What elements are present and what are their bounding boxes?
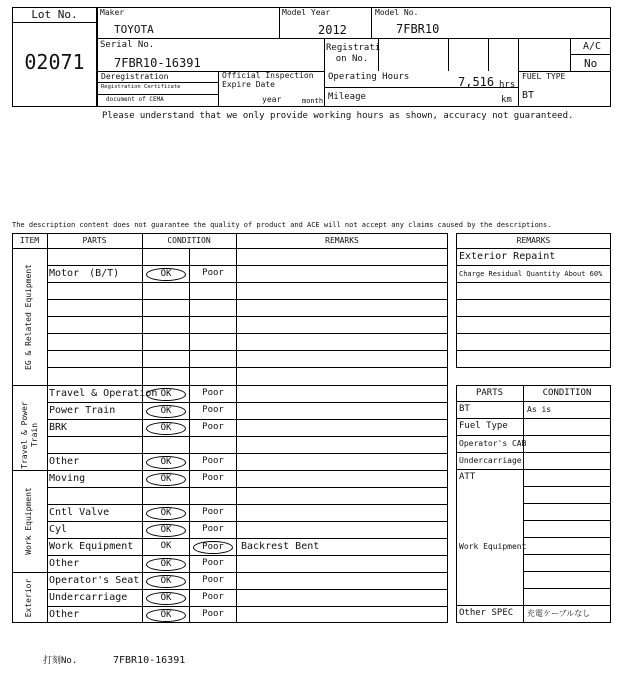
ok-mark-selected: OK	[146, 592, 186, 605]
month-label: month	[302, 97, 324, 105]
poor-mark: Poor	[202, 592, 224, 602]
part-name: Other	[49, 558, 80, 569]
lot-number: 02071	[24, 50, 85, 74]
poor-mark: Poor	[202, 268, 224, 278]
ok-mark-selected: OK	[146, 388, 186, 401]
ok-mark-selected: OK	[146, 422, 186, 435]
hrs-label: hrs	[499, 80, 516, 90]
ok-mark-selected: OK	[146, 473, 186, 486]
model-no-value: 7FBR10	[396, 22, 440, 36]
parts-col-header: PARTS	[475, 388, 504, 398]
part-name: Other	[49, 456, 80, 467]
hours-disclaimer: Please understand that we only provide working hours as shown, accuracy not guaranteed.	[102, 111, 574, 121]
serial-value: 7FBR10-16391	[114, 56, 201, 70]
ok-mark-selected: OK	[146, 524, 186, 537]
work-equipment-label: Work Equipment	[459, 542, 527, 551]
deregistration-label: Deregistration	[101, 72, 169, 81]
att-label: ATT	[459, 472, 476, 482]
poor-mark: Poor	[202, 405, 224, 415]
poor-mark: Poor	[202, 558, 224, 568]
year-label: year	[262, 95, 282, 104]
part-name: Operator's Seat	[49, 575, 140, 586]
part-name: Undercarriage	[49, 592, 128, 603]
remarks-table-header: REMARKS	[516, 236, 551, 245]
group-label-travel: Travel & Power Train	[20, 401, 39, 469]
ac-label: A/C	[583, 41, 602, 52]
maker-label: Maker	[100, 8, 125, 17]
inspection-label-2: Expire Date	[222, 80, 275, 89]
part-name: Work Equipment	[49, 541, 134, 552]
poor-mark: Poor	[202, 524, 224, 534]
ok-mark-selected: OK	[146, 507, 186, 520]
registration-label-2: on No.	[335, 54, 369, 64]
remark-entry: Exterior Repaint	[459, 251, 556, 262]
part-name: Cyl	[49, 524, 68, 535]
maker-value: TOYOTA	[114, 23, 154, 36]
ok-mark-selected: OK	[146, 405, 186, 418]
item-header: ITEM	[19, 236, 40, 245]
part-name: Cntl Valve	[49, 507, 110, 518]
fuel-type-value: BT	[522, 90, 535, 101]
inspection-label-1: Official Inspection	[222, 71, 314, 80]
ok-mark-selected: OK	[146, 558, 186, 571]
part-name: Other	[49, 609, 80, 620]
condition-header: CONDITION	[167, 236, 211, 245]
part-name: Moving	[49, 473, 86, 484]
operators-cab-label: Operator's CAB	[459, 439, 527, 448]
part-name: Travel & Operation	[49, 388, 158, 399]
group-label-exterior: Exterior	[24, 578, 33, 618]
poor-mark: Poor	[202, 456, 224, 466]
remarks-header: REMARKS	[325, 236, 359, 245]
part-name: BRK	[49, 422, 68, 433]
ok-mark-selected: OK	[146, 268, 186, 281]
operating-hours-label: Operating Hours	[328, 72, 410, 82]
ok-mark-selected: OK	[146, 609, 186, 622]
ok-mark-selected: OK	[146, 575, 186, 588]
poor-mark: Poor	[202, 473, 224, 483]
poor-mark: Poor	[202, 609, 224, 619]
poor-mark: Poor	[202, 575, 224, 585]
remark-entry: Charge Residual Quantity About 60%	[459, 270, 603, 278]
ok-mark-selected: OK	[146, 456, 186, 469]
fuel-type-row-label: Fuel Type	[459, 421, 508, 431]
ok-mark: OK	[160, 541, 172, 551]
bt-value: As is	[527, 405, 552, 414]
km-label: km	[501, 95, 512, 105]
operating-hours-value: 7,516	[458, 75, 495, 89]
poor-mark: Poor	[202, 507, 224, 517]
part-name: Motor (B/T)	[49, 268, 120, 279]
part-name: Power Train	[49, 405, 116, 416]
poor-mark: Poor	[202, 422, 224, 432]
bt-label: BT	[459, 404, 470, 414]
registration-certificate-label: Registration Certificate	[101, 84, 181, 90]
other-spec-label: Other SPEC	[459, 608, 514, 618]
undercarriage-label: Undercarriage	[459, 456, 522, 465]
lot-label: Lot No.	[31, 8, 78, 21]
group-label-work: Work Equipment	[24, 487, 33, 555]
row-remark: Backrest Bent	[241, 541, 320, 552]
parts-header: PARTS	[82, 236, 107, 245]
description-disclaimer: The description content does not guarantee the quality of product and ACE will not accept any claims caused by the descriptions.	[12, 221, 552, 229]
stamp-number-label: 打刻No.	[43, 656, 78, 666]
cema-label: document of CEMA	[106, 96, 164, 103]
ac-value: No	[584, 57, 598, 70]
model-no-label: Model No.	[375, 8, 419, 17]
condition-col-header: CONDITION	[542, 388, 592, 398]
other-spec-value: 充電ケーブルなし	[527, 609, 591, 618]
registration-label-1: Registrati	[326, 43, 381, 53]
stamp-number-value: 7FBR10-16391	[113, 655, 186, 666]
poor-mark: Poor	[202, 388, 224, 398]
model-year-value: 2012	[318, 23, 347, 37]
fuel-type-label: FUEL TYPE	[522, 72, 566, 81]
mileage-label: Mileage	[328, 92, 366, 102]
poor-mark-selected: Poor	[193, 541, 233, 554]
serial-label: Serial No.	[100, 40, 155, 50]
model-year-label: Model Year	[282, 8, 331, 17]
group-label-eg: EG & Related Equipment	[24, 264, 33, 370]
